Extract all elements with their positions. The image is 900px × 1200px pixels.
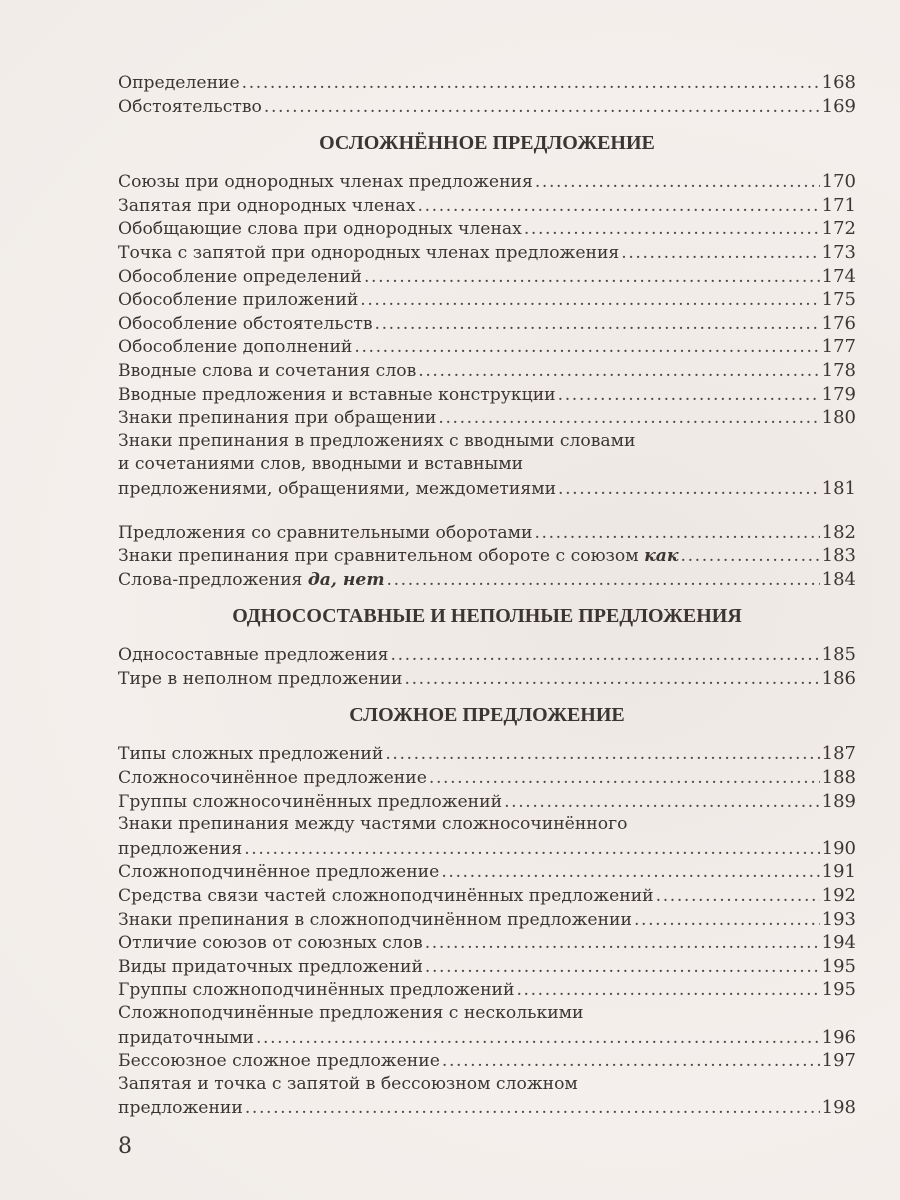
toc-entry-line	[118, 383, 856, 407]
title-text: Предложения со сравнительными оборотами	[118, 522, 533, 543]
toc-entry[interactable]	[118, 908, 856, 932]
toc-entry[interactable]	[118, 312, 856, 336]
dot-leader	[245, 1097, 820, 1121]
toc-entry[interactable]	[118, 1049, 856, 1073]
toc-entry-line	[118, 978, 856, 1002]
toc-entry-line	[118, 742, 856, 766]
dot-leader	[256, 1027, 820, 1051]
page-ref: 168	[821, 72, 856, 93]
page-ref: 182	[821, 521, 856, 543]
toc-entry[interactable]	[118, 217, 856, 241]
page-ref: 192	[821, 885, 856, 907]
toc-entry[interactable]	[118, 790, 856, 814]
title-text: Бессоюзное сложное предложение	[118, 1051, 440, 1072]
dot-leader	[681, 545, 820, 569]
page-ref: 198	[821, 1097, 856, 1119]
toc-entry-line	[118, 837, 856, 861]
toc-entry-line	[118, 241, 856, 265]
italic-term: как	[644, 546, 679, 567]
toc-entry-line	[118, 1096, 856, 1120]
toc-entry-title	[118, 266, 362, 290]
section-heading: ОДНОСОСТАВНЫЕ И НЕПОЛНЫЕ ПРЕДЛОЖЕНИЯ	[232, 605, 742, 628]
dot-leader	[391, 644, 820, 668]
page-ref: 189	[821, 790, 856, 812]
dot-leader	[441, 861, 819, 885]
toc-entry-title	[118, 644, 389, 668]
toc-entry-title	[118, 218, 522, 242]
page-ref: 190	[821, 837, 856, 859]
dot-leader	[385, 743, 819, 767]
toc-entry-line	[118, 359, 856, 383]
toc-entry[interactable]	[118, 71, 856, 95]
toc-entry-title	[118, 1050, 440, 1074]
toc-entry-line	[118, 1002, 856, 1026]
title-text: Обособление дополнений	[118, 337, 353, 358]
toc-entry-line	[118, 312, 856, 336]
dot-leader	[558, 384, 820, 408]
dot-leader	[656, 885, 820, 909]
toc-entry[interactable]	[118, 643, 856, 667]
dot-leader	[387, 569, 820, 593]
toc-entry-title	[118, 814, 627, 834]
toc-entry[interactable]	[118, 742, 856, 766]
toc-entry-title	[118, 545, 679, 569]
title-text: Группы сложносочинённых предложений	[118, 791, 503, 812]
toc-entry-title	[118, 767, 427, 791]
dot-leader	[354, 336, 819, 360]
dot-leader	[558, 478, 820, 502]
toc-entry-line	[118, 908, 856, 932]
page-ref: 179	[821, 383, 856, 405]
title-text: Определение	[118, 73, 240, 93]
title-text: придаточными	[118, 1027, 254, 1048]
section-heading: СЛОЖНОЕ ПРЕДЛОЖЕНИЕ	[349, 704, 625, 727]
dot-leader	[418, 195, 820, 219]
dot-leader	[360, 289, 819, 313]
toc-entry[interactable]	[118, 978, 856, 1002]
title-text: Знаки препинания между частями сложносочинённого	[118, 814, 628, 835]
title-text: Точка с запятой при однородных членах предложения	[118, 242, 620, 263]
title-text: Отличие союзов от союзных слов	[118, 933, 423, 954]
toc-entry-title	[118, 336, 352, 360]
title-text: предложения	[118, 838, 243, 859]
title-text: Сложноподчинённое предложение	[118, 862, 440, 883]
toc-entry-line	[118, 568, 856, 592]
toc-section	[118, 604, 856, 690]
toc-entry[interactable]	[118, 265, 856, 289]
page-ref: 186	[821, 667, 856, 689]
dot-leader	[438, 407, 819, 431]
page-ref: 187	[821, 743, 856, 765]
toc-entry-title	[118, 668, 403, 692]
toc-entry-line	[118, 884, 856, 908]
toc-entry-title	[118, 454, 523, 474]
toc-group	[118, 170, 856, 500]
toc-entry-line	[118, 1026, 856, 1050]
toc-entry-title	[118, 313, 373, 337]
title-text: Сложноподчинённые предложения с несколькими	[118, 1003, 584, 1023]
title-text: Запятая и точка с запятой в бессоюзном сложном	[118, 1073, 578, 1094]
page-ref: 191	[821, 861, 856, 883]
toc-entry[interactable]	[118, 241, 856, 265]
toc-entry-title	[118, 1074, 578, 1094]
toc-entry-title	[118, 72, 240, 96]
page-ref: 175	[821, 289, 856, 311]
toc-entry-line	[118, 71, 856, 95]
dot-leader	[429, 767, 820, 791]
title-text: Средства связи частей сложноподчинённых предложений	[118, 886, 654, 907]
page-ref: 172	[821, 218, 856, 240]
page-ref: 194	[821, 932, 856, 954]
title-text: Вводные предложения и вставные конструкции	[118, 384, 556, 405]
toc-entry-title	[118, 384, 556, 408]
dot-leader	[425, 932, 820, 956]
toc-entry-title	[118, 478, 556, 502]
dot-leader	[504, 791, 820, 815]
title-text: Тире в неполном предложении	[118, 668, 403, 689]
toc-entry-title	[118, 431, 635, 451]
toc-section	[118, 71, 856, 118]
toc-entry-title	[118, 1027, 254, 1051]
toc-entry-title	[118, 743, 383, 767]
toc-entry-line	[118, 544, 856, 568]
dot-leader	[425, 956, 820, 980]
toc-entry[interactable]	[118, 766, 856, 790]
toc-entry-title	[118, 360, 416, 384]
title-text: Односоставные предложения	[118, 645, 389, 666]
dot-leader	[242, 72, 820, 96]
toc-entry-line	[118, 813, 856, 837]
toc-entry-title	[118, 1003, 584, 1023]
toc-entry-line	[118, 860, 856, 884]
toc-entry-title	[118, 96, 262, 120]
toc-section	[118, 131, 856, 591]
toc-entry[interactable]	[118, 955, 856, 979]
dot-leader	[524, 218, 820, 242]
toc-entry[interactable]	[118, 359, 856, 383]
toc-entry[interactable]	[118, 406, 856, 430]
toc-entry[interactable]	[118, 170, 856, 194]
toc-entry-title	[118, 932, 423, 956]
page-ref: 169	[821, 95, 856, 117]
toc-entry[interactable]	[118, 544, 856, 568]
toc-entry-title	[118, 838, 242, 862]
page-ref: 170	[821, 171, 856, 193]
toc-entry[interactable]	[118, 860, 856, 884]
page-ref: 196	[821, 1026, 856, 1048]
toc-entry[interactable]	[118, 568, 856, 592]
toc-entry[interactable]	[118, 1073, 856, 1120]
toc-group	[118, 742, 856, 1120]
toc-entry-title	[118, 195, 416, 219]
page-ref: 180	[821, 407, 856, 429]
toc-entry-line	[118, 335, 856, 359]
page-ref: 176	[821, 312, 856, 334]
toc-entry[interactable]	[118, 288, 856, 312]
section-heading: ОСЛОЖНЁННОЕ ПРЕДЛОЖЕНИЕ	[319, 132, 655, 155]
toc-entry-line	[118, 95, 856, 119]
title-text: Знаки препинания при сравнительном обороте с союзом	[118, 546, 645, 567]
toc-entry[interactable]	[118, 521, 856, 545]
page-ref: 184	[821, 568, 856, 590]
dot-leader	[534, 522, 819, 546]
title-text: Союзы при однородных членах предложения	[118, 172, 533, 193]
toc-entry[interactable]	[118, 430, 856, 501]
page-ref: 173	[821, 241, 856, 263]
toc-entry-title	[118, 885, 654, 909]
toc-entry-line	[118, 170, 856, 194]
dot-leader	[244, 838, 819, 862]
toc-entry-line	[118, 790, 856, 814]
title-text: и сочетаниями слов, вводными и вставными	[118, 454, 524, 475]
page-ref: 193	[821, 908, 856, 930]
dot-leader	[405, 668, 820, 692]
toc-entry-line	[118, 265, 856, 289]
title-text: Знаки препинания при обращении	[118, 408, 437, 429]
toc-entry-line	[118, 643, 856, 667]
dot-leader	[264, 96, 820, 120]
toc-entry-line	[118, 766, 856, 790]
toc-entry-title	[118, 861, 439, 885]
toc-entry[interactable]	[118, 335, 856, 359]
dot-leader	[621, 242, 819, 266]
dot-leader	[634, 909, 820, 933]
title-text: Запятая при однородных членах	[118, 195, 416, 216]
title-text: Знаки препинания в сложноподчинённом предложении	[118, 909, 632, 930]
page-ref: 195	[821, 979, 856, 1001]
title-text: Виды придаточных предложений	[118, 956, 423, 977]
title-text: предложении	[118, 1098, 243, 1119]
toc-entry-line	[118, 521, 856, 545]
toc-entry-title	[118, 289, 358, 313]
title-text: Обособление приложений	[118, 290, 359, 311]
toc-group	[118, 521, 856, 592]
toc-entry-line	[118, 955, 856, 979]
title-text: Сложносочинённое предложение	[118, 768, 427, 789]
toc-entry-line	[118, 194, 856, 218]
dot-leader	[418, 360, 819, 384]
toc-entry-title	[118, 171, 533, 195]
toc-entry[interactable]	[118, 667, 856, 691]
italic-term: да, нет	[307, 569, 385, 590]
title-text: Группы сложноподчинённых предложений	[118, 980, 515, 1001]
title-text: Обособление обстоятельств	[118, 313, 373, 334]
toc-entry-title	[118, 522, 532, 546]
toc-entry-title	[118, 242, 619, 266]
toc-entry-title	[118, 956, 423, 980]
dot-leader	[364, 266, 820, 290]
page-ref: 177	[821, 336, 856, 358]
toc-entry-line	[118, 406, 856, 430]
title-text: Типы сложных предложений	[118, 744, 384, 765]
toc-entry-line	[118, 931, 856, 955]
toc-entry-line	[118, 477, 856, 501]
toc-group	[118, 643, 856, 690]
page-ref: 171	[821, 194, 856, 216]
page-ref: 178	[821, 359, 856, 381]
dot-leader	[375, 313, 820, 337]
page-ref: 174	[821, 265, 856, 287]
page-ref: 188	[821, 767, 856, 789]
toc-entry-title	[118, 569, 385, 593]
toc-entry-line	[118, 1073, 856, 1097]
toc-entry-title	[118, 407, 436, 431]
page-ref: 183	[821, 545, 856, 567]
page-ref: 195	[821, 955, 856, 977]
page-ref: 185	[821, 644, 856, 666]
toc-entry-title	[118, 1097, 243, 1121]
toc-entry-title	[118, 979, 514, 1003]
page-number: 8	[118, 1134, 132, 1159]
toc-entry-line	[118, 1049, 856, 1073]
title-text: Обстоятельство	[118, 96, 262, 117]
toc-entry[interactable]	[118, 813, 856, 860]
dot-leader	[516, 979, 819, 1003]
table-of-contents	[118, 71, 856, 1120]
title-text: Обособление определений	[118, 266, 362, 287]
toc-entry-line	[118, 288, 856, 312]
toc-entry-line	[118, 217, 856, 241]
toc-entry-title	[118, 909, 632, 933]
toc-entry[interactable]	[118, 931, 856, 955]
title-text: Обобщающие слова при однородных членах	[118, 219, 522, 240]
page-ref: 197	[821, 1050, 856, 1072]
toc-entry[interactable]	[118, 383, 856, 407]
dot-leader	[442, 1050, 820, 1074]
title-text: предложениями, обращениями, междометиями	[118, 478, 557, 499]
toc-entry[interactable]	[118, 95, 856, 119]
toc-entry-line	[118, 453, 856, 477]
page-ref: 181	[821, 477, 856, 499]
title-text: Вводные слова и сочетания слов	[118, 360, 417, 381]
title-text: Слова-предложения	[118, 569, 308, 590]
toc-entry-line	[118, 430, 856, 454]
toc-group	[118, 71, 856, 118]
dot-leader	[535, 171, 820, 195]
toc-entry-title	[118, 791, 502, 815]
title-text: Знаки препинания в предложениях с вводными словами	[118, 430, 636, 451]
toc-entry[interactable]	[118, 1002, 856, 1049]
toc-entry[interactable]	[118, 884, 856, 908]
toc-section	[118, 703, 856, 1120]
toc-entry[interactable]	[118, 194, 856, 218]
toc-entry-line	[118, 667, 856, 691]
